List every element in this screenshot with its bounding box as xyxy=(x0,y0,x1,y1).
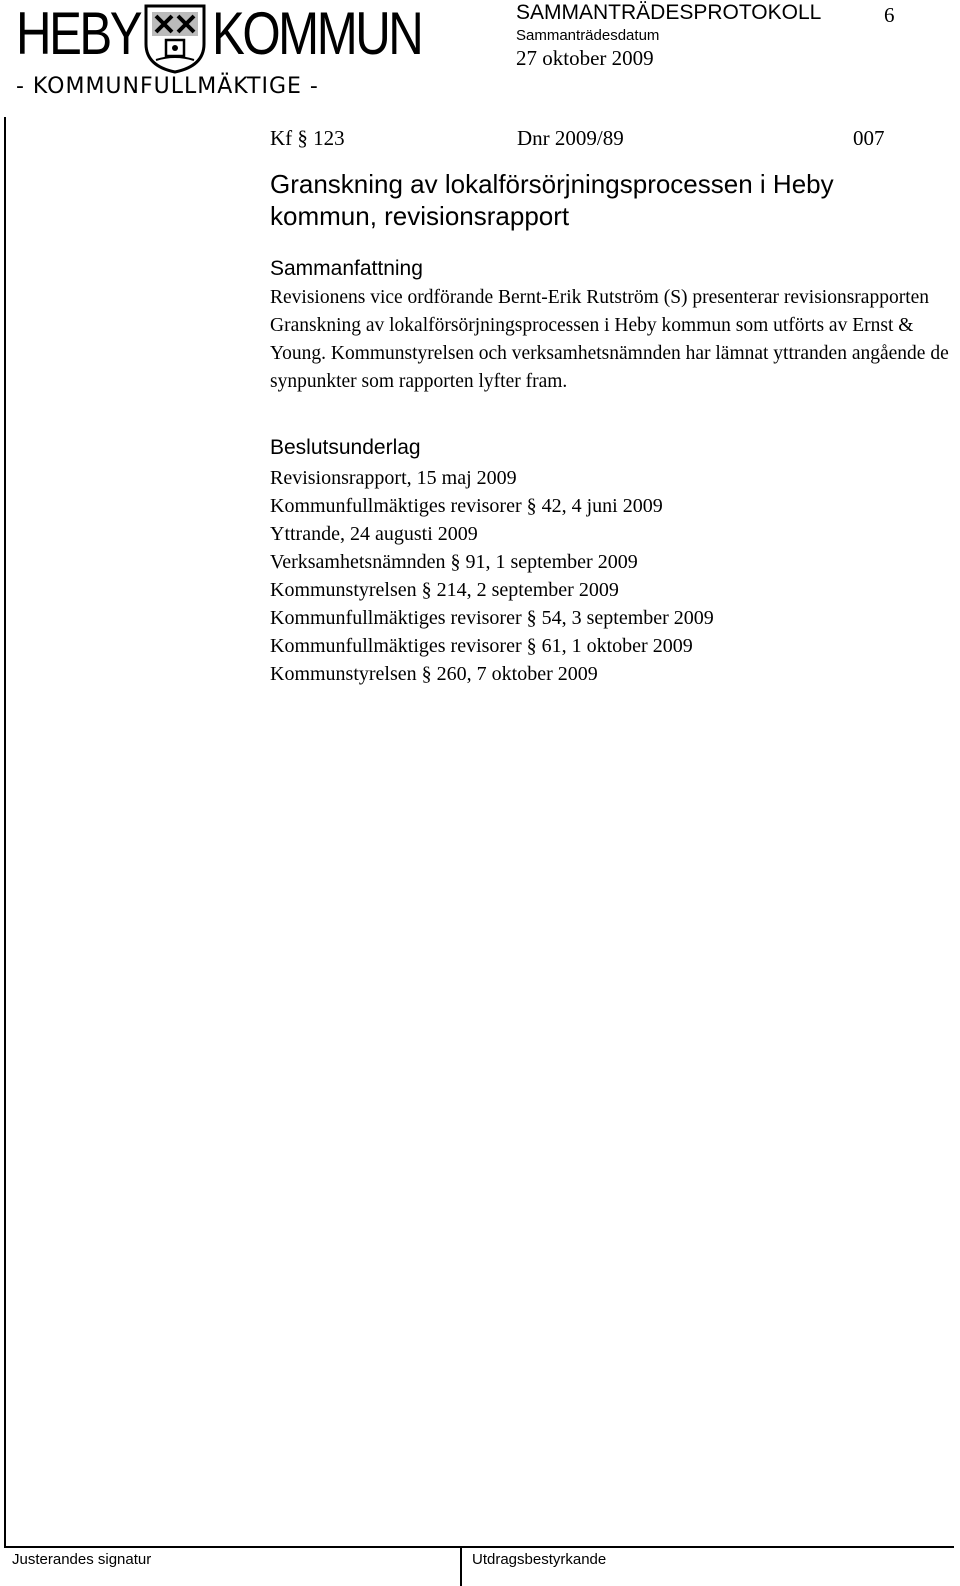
list-item: Verksamhetsnämnden § 91, 1 september 2009 xyxy=(270,551,638,573)
case-number: Dnr 2009/89 xyxy=(517,126,624,150)
logo-heby-text: HEBY xyxy=(16,0,141,67)
list-item: Kommunstyrelsen § 214, 2 september 2009 xyxy=(270,579,619,601)
list-item: Revisionsrapport, 15 maj 2009 xyxy=(270,467,517,489)
list-item: Kommunfullmäktiges revisorer § 42, 4 juni 2009 xyxy=(270,495,663,517)
paragraph-reference: Kf § 123 xyxy=(270,126,345,150)
summary-heading: Sammanfattning xyxy=(270,257,423,280)
certification-label: Utdragsbestyrkande xyxy=(472,1551,607,1568)
list-item: Yttrande, 24 augusti 2009 xyxy=(270,523,478,545)
list-item: Kommunstyrelsen § 260, 7 oktober 2009 xyxy=(270,663,598,685)
protocol-title: SAMMANTRÄDESPROTOKOLL xyxy=(516,1,822,24)
list-item: Kommunfullmäktiges revisorer § 61, 1 oktober 2009 xyxy=(270,635,693,657)
left-margin-rule xyxy=(4,117,6,1547)
footer-rule xyxy=(4,1546,954,1548)
item-title: Granskning av lokalförsörjningsprocessen i Heby kommun, revisionsrapport xyxy=(270,169,834,231)
meeting-date: 27 oktober 2009 xyxy=(516,46,654,70)
logo-kommun-text: KOMMUN xyxy=(212,0,422,67)
archive-code: 007 xyxy=(853,126,885,150)
meeting-date-label: Sammanträdesdatum xyxy=(516,27,660,44)
basis-heading: Beslutsunderlag xyxy=(270,436,421,459)
coat-of-arms-icon xyxy=(142,4,208,74)
summary-text: Revisionens vice ordförande Bernt-Erik Rutström (S) presenterar revisionsrapporten Granskning av lokalförsörjningsprocessen i Heby kommun som utförts av Ernst & Young. Kommunstyrelsen och verksamhetsnämnden har lämnat yttranden angående de synpunkter som rapporten lyfter fram. xyxy=(270,287,949,392)
signature-label: Justerandes signatur xyxy=(12,1551,152,1568)
council-subtitle: - KOMMUNFULLMÄKTIGE - xyxy=(16,74,319,99)
list-item: Kommunfullmäktiges revisorer § 54, 3 september 2009 xyxy=(270,607,714,629)
page-number: 6 xyxy=(884,3,895,27)
footer-divider xyxy=(460,1546,462,1586)
basis-list xyxy=(270,464,714,688)
